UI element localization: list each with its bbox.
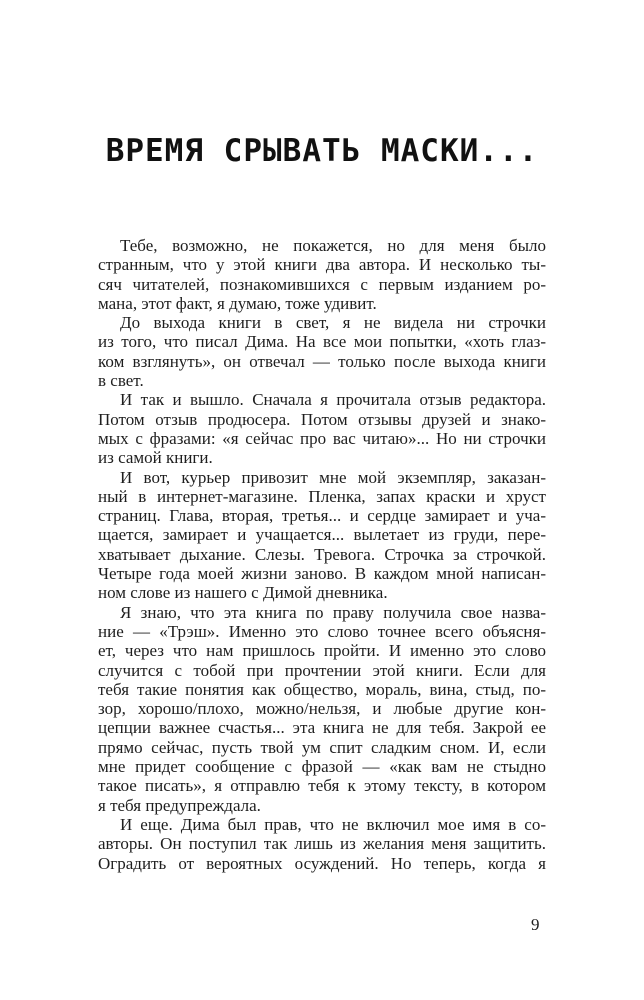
page-number: 9 [531, 915, 540, 934]
paragraph [98, 468, 546, 603]
text-line: случится с тобой при прочтении этой книги. Если для [98, 660, 546, 680]
paragraph [98, 236, 546, 313]
paragraph [98, 815, 546, 873]
text-line: прямо сейчас, пусть твой ум спит сладким сном. И, если [98, 737, 546, 757]
text-line: ние — «Трэш». Именно это слово точнее всего объясня- [98, 621, 546, 641]
text-line: ный в интернет-магазине. Пленка, запах краски и хруст [98, 486, 546, 506]
text-line: зор, хорошо/плохо, можно/нельзя, и любые другие кон- [98, 699, 546, 719]
text-line: Я знаю, что эта книга по праву получила свое назва- [120, 602, 546, 622]
text-line: хватывает дыхание. Слезы. Тревога. Строчка за строчкой. [98, 544, 546, 564]
text-line: ет, через что нам пришлось пройти. И именно это слово [98, 641, 546, 661]
text-line: тебя такие понятия как общество, мораль, вина, стыд, по- [98, 679, 546, 699]
text-line: я тебя предупреждала. [98, 795, 261, 815]
body-text [98, 236, 546, 873]
text-line: мых с фразами: «я сейчас про вас читаю»... Но ни строчки [98, 428, 546, 448]
text-line: Оградить от вероятных осуждений. Но теперь, когда я [98, 853, 546, 873]
text-line: Тебе, возможно, не покажется, но для меня было [120, 236, 546, 255]
text-line: такое писать», я отправлю тебя к этому тексту, в котором [98, 776, 546, 796]
text-line: щается, замирает и учащается... вылетает из груди, пере- [98, 525, 546, 545]
chapter-title: ВРЕМЯ СРЫВАТЬ МАСКИ... [105, 133, 539, 169]
text-line: До выхода книги в свет, я не видела ни строчки [120, 313, 546, 333]
text-line: сяч читателей, познакомившихся с первым изданием ро- [98, 274, 546, 294]
text-line: ном слове из нашего с Димой дневника. [98, 583, 388, 603]
paragraph [98, 313, 546, 390]
text-line: И еще. Дима был прав, что не включил мое имя в со- [120, 814, 546, 834]
text-line: Четыре года моей жизни заново. В каждом мной написан- [98, 564, 546, 584]
text-line: И так и вышло. Сначала я прочитала отзыв редактора. [120, 390, 546, 410]
paragraph [98, 390, 546, 467]
text-line: цепции важнее счастья... эта книга не для тебя. Закрой ее [98, 718, 546, 738]
text-line: страниц. Глава, вторая, третья... и сердце замирает и уча- [98, 506, 546, 526]
text-line: И вот, курьер привозит мне мой экземпляр, заказан- [120, 467, 546, 487]
text-line: авторы. Он поступил так лишь из желания меня защитить. [98, 834, 546, 854]
text-line: из самой книги. [98, 448, 213, 468]
text-line: мана, этот факт, я думаю, тоже удивит. [98, 293, 377, 313]
text-line: ком взглянуть», он отвечал — только после выхода книги [98, 351, 546, 371]
text-line: Потом отзыв продюсера. Потом отзывы друзей и знако- [98, 409, 546, 429]
text-line: в свет. [98, 371, 144, 391]
text-line: мне придет сообщение с фразой — «как вам не стыдно [98, 757, 546, 777]
paragraph [98, 603, 546, 815]
text-line: странным, что у этой книги два автора. И несколько ты- [98, 255, 546, 275]
text-line: из того, что писал Дима. На все мои попытки, «хоть глаз- [98, 332, 546, 352]
